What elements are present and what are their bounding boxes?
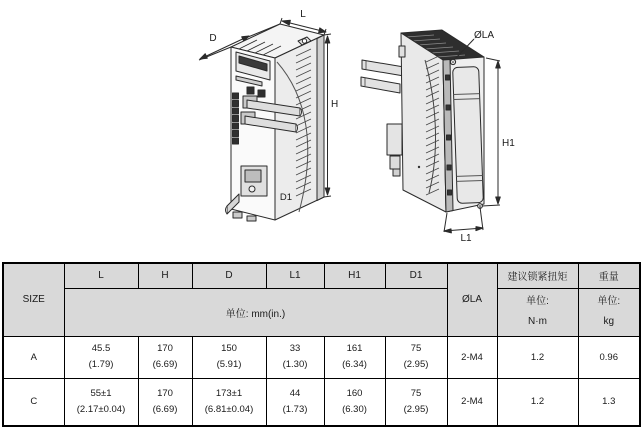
cell-A-L1: 33 (1.30) [266, 336, 324, 378]
torque-unit [497, 288, 578, 336]
cell-C-ola: 2-M4 [447, 378, 497, 426]
cell-C-weight: 1.3 [578, 378, 640, 426]
label-H1: H1 [502, 138, 515, 149]
label-OLA: ØLA [473, 30, 495, 41]
cell-A-D1: 75 (2.95) [385, 336, 447, 378]
cell-C-H1: 160 (6.30) [324, 378, 385, 426]
label-L1: L1 [460, 233, 472, 244]
cell-A-L: 45.5 (1.79) [64, 336, 138, 378]
cell-C-D: 173±1 (6.81±0.04) [192, 378, 266, 426]
col-header-L1: L1 [266, 263, 324, 288]
back-edge-strip [317, 35, 324, 201]
cell-C-H: 170 (6.69) [138, 378, 192, 426]
cell-A-H: 170 (6.69) [138, 336, 192, 378]
dimension-H1 [482, 58, 500, 206]
col-header-L: L [64, 263, 138, 288]
table-row-C [3, 378, 640, 426]
mount-screw-top [450, 59, 455, 64]
dimension-H [324, 34, 331, 197]
din-rail-clip [387, 124, 402, 176]
cell-C-torque: 1.2 [497, 378, 578, 426]
col-header-D1: D1 [385, 263, 447, 288]
cell-A-weight: 0.96 [578, 336, 640, 378]
size-header: SIZE [3, 263, 64, 336]
cell-C-L1: 44 (1.73) [266, 378, 324, 426]
cell-A-torque: 1.2 [497, 336, 578, 378]
weight-unit-value: kg [603, 316, 615, 327]
torque-unit-label: 单位: [526, 296, 549, 307]
col-header-H: H [138, 263, 192, 288]
side-tab [399, 46, 405, 57]
ola-header: ØLA [447, 263, 497, 336]
weight-unit [578, 288, 640, 336]
weight-unit-label: 单位: [597, 296, 621, 307]
back-cover-plate [453, 67, 484, 204]
spec-table [2, 262, 641, 427]
cell-A-D: 150 (5.91) [192, 336, 266, 378]
cell-A-H1: 161 (6.34) [324, 336, 385, 378]
label-D1: D1 [279, 192, 293, 203]
label-L: L [300, 9, 306, 20]
weight-header: 重量 [578, 263, 640, 288]
table-row-A [3, 336, 640, 378]
label-H: H [331, 99, 339, 110]
cell-C-D1: 75 (2.95) [385, 378, 447, 426]
col-header-D: D [192, 263, 266, 288]
torque-header: 建议锁紧扭矩 [497, 263, 578, 288]
cell-A-size: A [3, 336, 64, 378]
cell-A-ola: 2-M4 [447, 336, 497, 378]
label-D: D [209, 33, 217, 44]
cell-C-L: 55±1 (2.17±0.04) [64, 378, 138, 426]
unit-row: 单位: mm(in.) [64, 288, 447, 336]
col-header-H1: H1 [324, 263, 385, 288]
rear-isometric-view [361, 30, 500, 233]
rear-view-cables [361, 60, 404, 93]
front-left-isometric-view [199, 18, 331, 221]
cell-C-size: C [3, 378, 64, 426]
torque-unit-value: N·m [528, 316, 547, 327]
